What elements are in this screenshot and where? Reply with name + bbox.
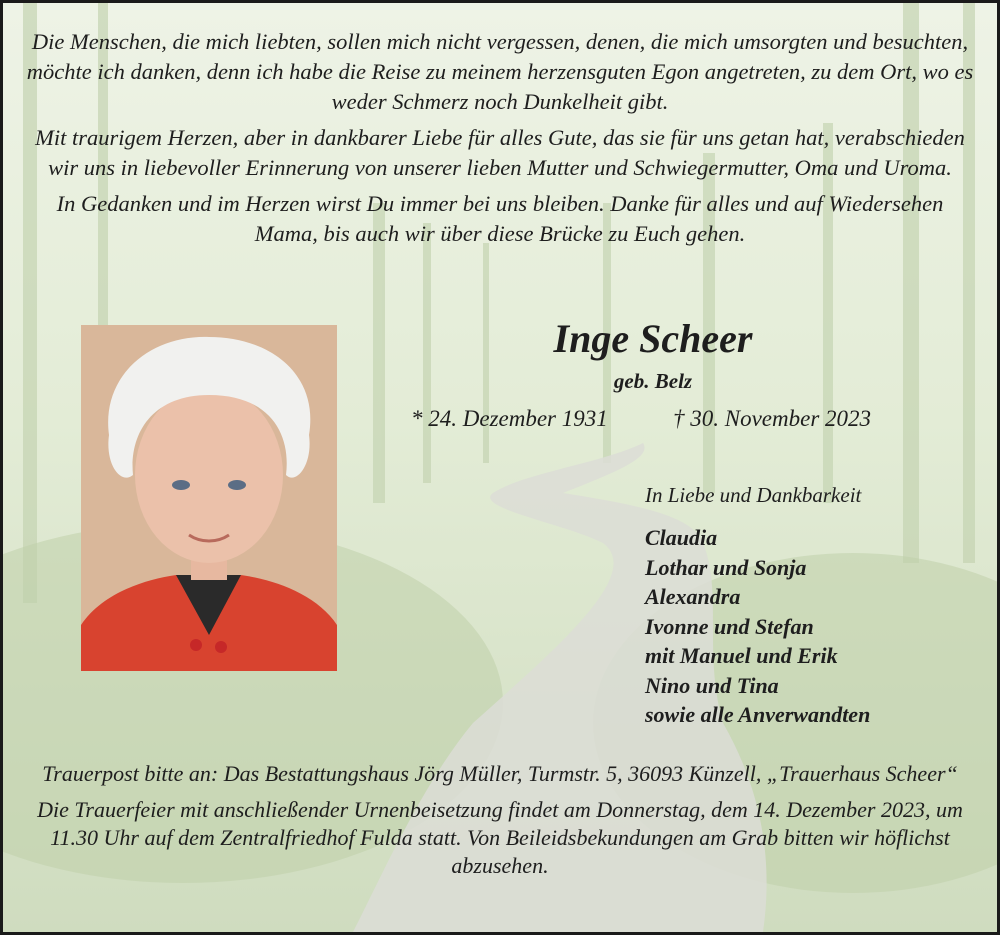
intro-text bbox=[23, 27, 977, 255]
mourners-intro: In Liebe und Dankbarkeit bbox=[645, 483, 862, 507]
footer-text bbox=[23, 760, 977, 888]
mourner-name: Nino und Tina bbox=[645, 672, 779, 698]
intro-paragraph: Mit traurigem Herzen, aber in dankbarer Liebe für alles Gute, das sie für uns getan hat, verabschieden wir uns in liebevoller Erinnerung von unserer lieben Mutter und Schwiegermutter, Oma und Uroma. bbox=[35, 125, 965, 180]
mourners-list bbox=[645, 523, 870, 730]
mourner-name: mit Manuel und Erik bbox=[645, 643, 838, 668]
portrait-photo bbox=[81, 325, 337, 671]
death-date: † 30. November 2023 bbox=[673, 406, 872, 431]
mourner-name: sowie alle Anverwandten bbox=[645, 702, 871, 727]
mourner-name: Claudia bbox=[645, 525, 718, 550]
maiden-name: geb. Belz bbox=[613, 369, 693, 393]
birth-date: * 24. Dezember 1931 bbox=[411, 406, 608, 431]
ceremony-info: Die Trauerfeier mit anschließender Urnenbeisetzung findet am Donnerstag, dem 14. Dezember 2023, um 11.30 Uhr auf dem Zentralfriedhof Fulda statt. Von Beileidsbekundungen am Grab bitten wir höflichst abzusehen. bbox=[37, 797, 963, 878]
mourner-name: Alexandra bbox=[645, 584, 741, 609]
intro-paragraph: In Gedanken und im Herzen wirst Du immer bei uns bleiben. Danke für alles und auf Wiedersehen Mama, bis auch wir über diese Brücke zu Euch gehen. bbox=[56, 191, 944, 246]
mail-address: Trauerpost bitte an: Das Bestattungshaus Jörg Müller, Turmstr. 5, 36093 Künzell, „Trauerhaus Scheer“ bbox=[42, 761, 958, 786]
mourner-name: Ivonne und Stefan bbox=[645, 613, 814, 639]
mourner-name: Lothar und Sonja bbox=[645, 554, 807, 580]
deceased-name: Inge Scheer bbox=[553, 316, 753, 361]
intro-paragraph: Die Menschen, die mich liebten, sollen mich nicht vergessen, denen, die mich umsorgten und besuchten, möchte ich danken, denn ich habe die Reise zu meinem herzensguten Egon angetreten, zu dem Ort, wo es weder Schmerz noch Dunkelheit gibt. bbox=[26, 29, 974, 114]
